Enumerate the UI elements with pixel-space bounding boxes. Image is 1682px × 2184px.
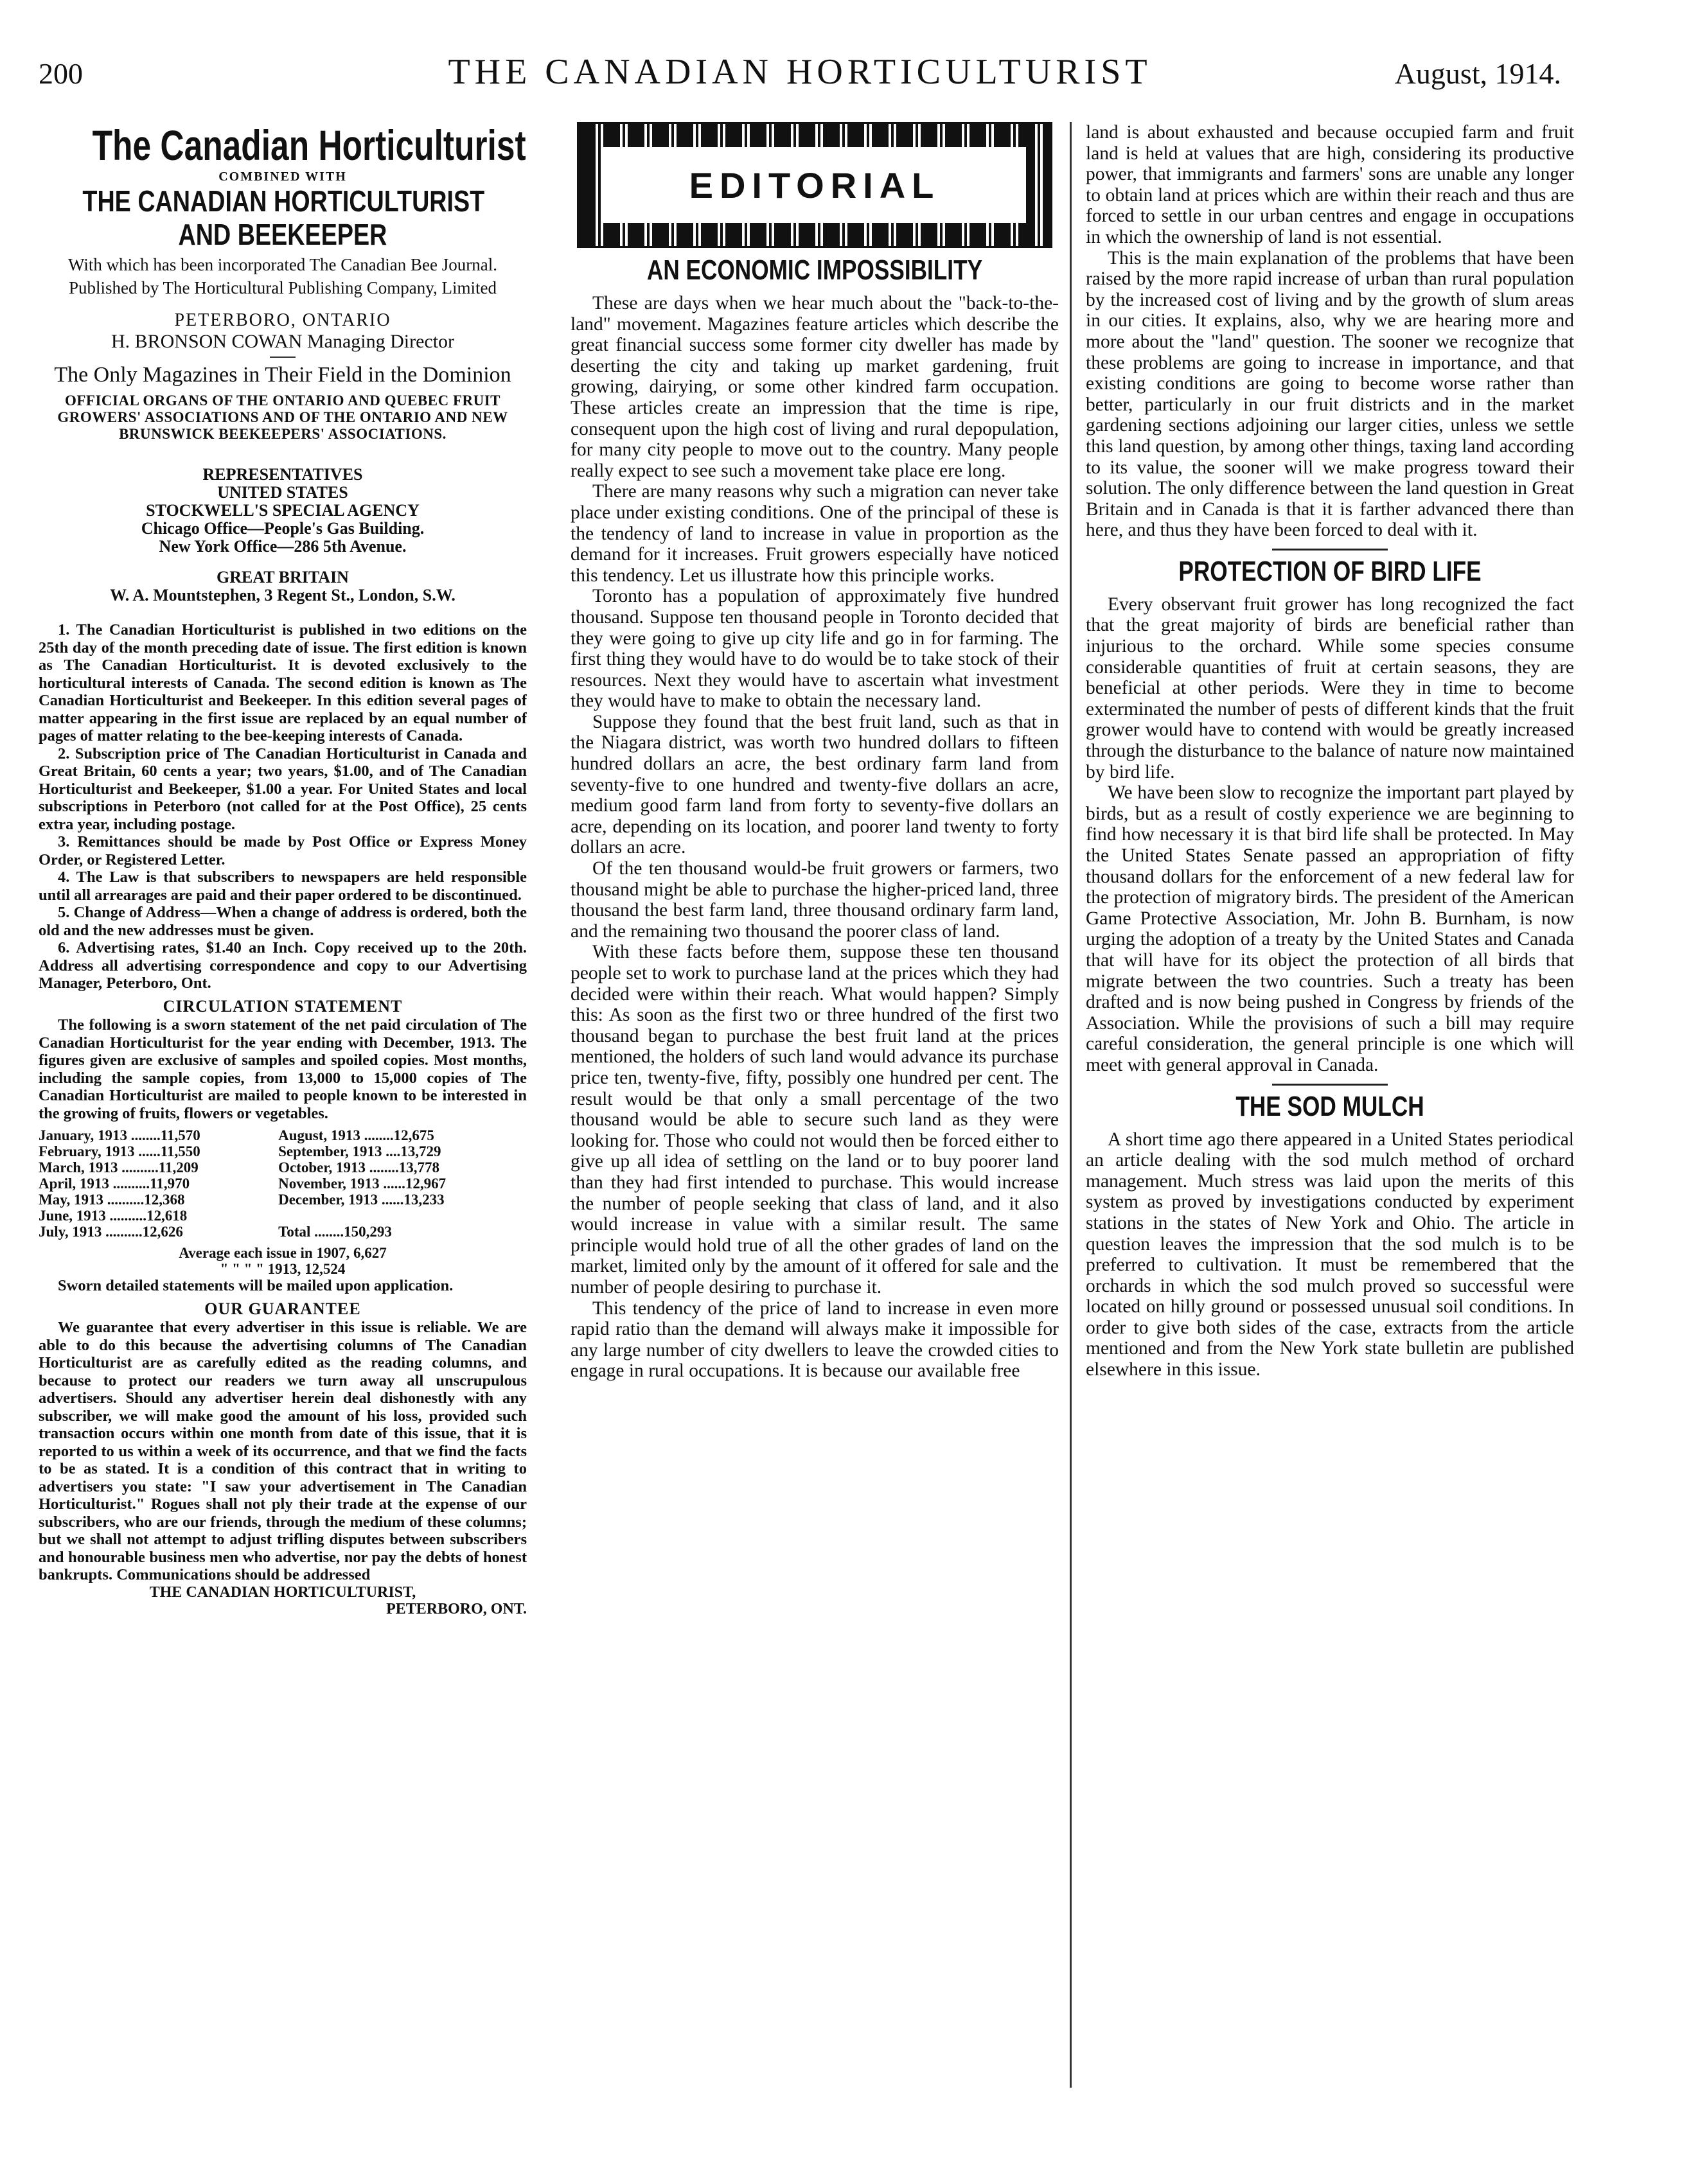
table-cell: October, 1913 ........13,778 [278,1159,439,1176]
circulation-heading: CIRCULATION STATEMENT [163,996,403,1016]
article-paragraph: There are many reasons why such a migration can never take place under existing conditions. One of the principal of these is the tendency of land to increase in value in proportion as the demand for it increases. Fruit growers especially have noticed this tendency. Let us illustrate how this principle works. [571,481,1059,586]
article-sod-mulch [1086,1091,1574,1380]
article-paragraph: land is about exhausted and because occupied farm and fruit land is held at values that are high, considering its productive power, that immigrants and farmers' sons are unable any longer to obtain land at prices which are within their reach and thus are forced to settle in our urban centres and engage in occupations in which the ownership of land is not essential. [1086,122,1574,247]
article-title: AN ECONOMIC IMPOSSIBILITY [646,254,983,286]
sworn-statement: Sworn detailed statements will be mailed upon application. [58,1277,454,1294]
notice-item: 4. The Law is that subscribers to newspapers are held responsible until all arrearages are paid and their paper ordered to be discontinued. [39,868,527,904]
divider [1272,549,1388,550]
editorial-banner-label: EDITORIAL [603,147,1026,223]
article-paragraph: Toronto has a population of approximately five hundred thousand. Suppose ten thousand people in Toronto decided that they were going to give up city life and go in for farming. The first thing they would have to do would be to take stock of their resources. Next they would have to ascertain what investment they would have to make to obtain the necessary land. [571,586,1059,712]
masthead-column [39,122,527,2081]
article-paragraph: A short time ago there appeared in a United States periodical an article dealing with the sod mulch method of orchard management. Much stress was laid upon the merits of this system as proved by investigations conducted by experiment stations in the states of New York and Ohio. The article in question leaves the impression that the sod mulch is to be preferred to cultivation. It must be remembered that the orchards in which the sod mulch proved so successful were located on hilly ground or possessed unusual soil conditions. In order to give both sides of the case, extracts from the article mentioned and from the New York state bulletin are published elsewhere in this issue. [1086,1129,1574,1380]
notice-item: 6. Advertising rates, $1.40 an Inch. Copy received up to the 20th. Address all advertising correspondence and copy to our Advertising Manager, Peterboro, Ont. [39,939,527,992]
article-economic-impossibility [571,254,1059,1382]
table-row [39,1176,527,1192]
right-column [1086,122,1574,2152]
table-cell: Total ........150,293 [278,1224,392,1240]
official-organs: OFFICIAL ORGANS OF THE ONTARIO AND QUEBEC FRUIT GROWERS' ASSOCIATIONS AND OF THE ONTARIO AND NEW BRUNSWICK BEEKEEPERS' ASSOCIATIONS. [57,392,508,442]
article-title: PROTECTION OF BIRD LIFE [1178,555,1482,587]
table-row [39,1159,527,1176]
editorial-column [571,122,1059,2152]
notice-item: 1. The Canadian Horticulturist is published in two editions on the 25th day of the month preceding date of issue. The first edition is known as The Canadian Horticulturist. It is devoted exclusively to the horticultural interests of Canada. The second edition is known as The Canadian Horticulturist and Beekeeper. In this edition several pages of matter appearing in the first issue are replaced by an equal number of pages of matter relating to the bee-keeping interests of Canada. [39,621,527,744]
incorporated-note: With which has been incorporated The Canadian Bee Journal. [68,255,497,274]
notice-item: 2. Subscription price of The Canadian Horticulturist in Canada and Great Britain, 60 cents a year; two years, $1.00, and of The Canadian Horticulturist and Beekeeper, $1.00 a year. For United States and local subscriptions in Peterboro (not called for at the Post Office), 25 cents extra year, including postage. [39,744,527,833]
article-paragraph: We have been slow to recognize the important part played by birds, but as a result of costly experience we are beginning to find how necessary it is that bird life shall be protected. In May the United States Senate passed an appropriation of fifty thousand dollars for the enforcement of a new federal law for the protection of migratory birds. The president of the American Game Protective Association, Mr. John B. Burnham, is now urging the adoption of a treaty by the United States and Canada that will have for its object the protection of all birds that migrate between the two countries. Such a treaty has been drafted and is now being pushed in Congress by friends of the Association. While the provisions of such a bill may require careful consideration, the general principle is one which will meet with general approval in Canada. [1086,782,1574,1075]
page-header [39,51,1561,103]
table-cell: July, 1913 ..........12,626 [39,1224,183,1240]
circulation-intro: The following is a sworn statement of the net paid circulation of The Canadian Horticulturist for the year ending with December, 1913. The figures given are exclusive of samples and spoiled copies. Most months, including the sample copies, from 13,000 to 15,000 copies of The Canadian Horticulturist are mailed to people known to be interested in the growing of fruits, flowers or vegetables. [39,1016,527,1122]
table-cell [278,1208,527,1224]
article-paragraph: Suppose they found that the best fruit land, such as that in the Niagara district, was worth two hundred dollars to fifteen hundred dollars an acre, the best ordinary farm land from seventy-five to one hundred and twenty-five dollars an acre, medium good farm land from forty to seventy-five dollars an acre, depending on its location, and poorer land twenty to forty dollars an acre. [571,711,1059,858]
article-economic-continued [1086,122,1574,541]
guarantee-heading: OUR GUARANTEE [204,1299,361,1318]
circulation-table [39,1127,527,1240]
article-paragraph: These are days when we hear much about the "back-to-the-land" movement. Magazines feature articles which describe the great financial success some former city dweller has made by deserting the city and taking up market gardening, fruit growing, dairying, or some other kindred farm occupation. These articles create an impression that the time is ripe, consequent upon the high cost of living and rural depopulation, for many city people to move out to the country. Many people really expect to see such a movement take place ere long. [571,293,1059,481]
average-line-1: Average each issue in 1907, 6,627 [179,1245,387,1261]
guarantee-text: We guarantee that every advertiser in this issue is reliable. We are able to do this because the advertising columns of The Canadian Horticulturist are as carefully edited as the reading columns, and because to protect our readers we turn away all unscrupulous advertisers. Should any advertiser herein deal dishonestly with any subscriber, we will make good the amount of his loss, provided such transaction occurs within one month from date of this issue, that it is reported to us within a week of its occurrence, and that we find the facts to be as stated. It is a condition of this contract that in writing to advertisers you state: "I saw your advertisement in The Canadian Horticulturist." Rogues shall not ply their trade at the expense of our subscribers, who are our friends, through the medium of these columns; but we shall not attempt to adjust trifling disputes between subscribers and honourable business men who advertise, nor pay the debts of honest bankrupts. Communications should be addressed [39,1319,527,1583]
article-paragraph: Of the ten thousand would-be fruit growers or farmers, two thousand might be able to purchase the higher-priced land, three thousand the best farm land, three thousand ordinary farm land, and the remaining two thousand the poorer class of land. [571,858,1059,942]
article-paragraph: This is the main explanation of the problems that have been raised by the more rapid increase of urban than rural population by the increased cost of living and by the growth of slum areas in our cities. It explains, also, why we are hearing more and more about the "land" question. The sooner we recognize that these problems are going to increase in importance, and that existing conditions are going to become worse rather than better, particularly in our fruit districts and in the market gardening sections adjoining our larger cities, unless we settle this land question, by among other things, taxing land according to its value, the sooner will we make progress toward their solution. The only difference between the land question in Great Britain and in Canada is that it is farther advanced there than here, and thus they have been forced to deal with it. [1086,247,1574,541]
table-row [39,1143,527,1159]
article-title: THE SOD MULCH [1235,1090,1424,1122]
mailing-address [39,1584,527,1617]
managing-director: H. BRONSON COWAN Managing Director [111,331,455,352]
chicago-office: Chicago Office—People's Gas Building. [141,519,425,538]
table-row [39,1208,527,1224]
gb-heading: GREAT BRITAIN [217,568,349,586]
page-number: 200 [39,57,83,90]
address-line-1: THE CANADIAN HORTICULTURIST, [149,1583,416,1601]
table-cell: May, 1913 ..........12,368 [39,1192,185,1208]
address-line-2: PETERBORO, ONT. [386,1600,527,1617]
article-paragraph: This tendency of the price of land to increase in even more rapid ratio than the demand will always make it impossible for any large number of city dwellers to leave the crowded cities to engage in rural occupations. It is because our available free [571,1298,1059,1382]
article-paragraph: Every observant fruit grower has long recognized the fact that the great majority of birds are beneficial rather than injurious to the orchard. While some species consume considerable quantities of fruit at certain seasons, they are beneficial at other periods. Were they in time to become exterminated the number of pests of different kinds that the fruit grower would have to contend with would be greatly increased through the disturbance to the balance of nature now maintained by bird life. [1086,594,1574,782]
publication-place: PETERBORO, ONTARIO [174,310,391,330]
us-agency: STOCKWELL'S SPECIAL AGENCY [146,501,420,520]
table-cell: June, 1913 ..........12,618 [39,1208,188,1224]
column-rule [1070,122,1072,2088]
table-cell: March, 1913 ..........11,209 [39,1159,199,1176]
representatives-heading: REPRESENTATIVES [202,465,363,484]
article-paragraph: With these facts before them, suppose these ten thousand people set to work to purchase land at the prices which they had decided were within their reach. What would happen? Simply this: As soon as the first two or three hundred of the first two thousand began to purchase the best fruit land at the prices mentioned, the holders of such land would advance its purchase price ten, twenty-five, fifty, possibly one hundred per cent. The result would be that only a small percentage of the two thousand would be able to secure such land as they were looking for. Those who could not would then be forced either to give up all idea of settling on the land or to buy poorer land than they had first intended to purchase. This would increase the number of people seeking that class of land, and it also would increase in value with a similar result. The same principle would hold true of all the other grades of land on the market, limited only by the amount of it offered for sale and the number of people desiring to purchase it. [571,942,1059,1298]
divider [270,357,296,358]
table-cell: April, 1913 ..........11,970 [39,1176,190,1192]
masthead-subtitle-2: AND BEEKEEPER [178,218,387,251]
article-bird-life [1086,556,1574,1076]
only-magazines: The Only Magazines in Their Field in the Dominion [54,363,511,387]
masthead [39,122,527,443]
table-row [39,1127,527,1143]
table-cell: November, 1913 ......12,967 [278,1176,447,1192]
representatives [39,466,527,604]
table-cell: August, 1913 ........12,675 [278,1127,434,1143]
table-cell: December, 1913 ......13,233 [278,1192,445,1208]
publisher-note: Published by The Horticultural Publishing Company, Limited [69,278,497,297]
notice-item: 5. Change of Address—When a change of address is ordered, both the old and the new addresses must be given. [39,904,527,939]
divider [1272,1084,1388,1086]
average-line-2: " " " " 1913, 12,524 [220,1261,346,1277]
masthead-subtitle-1: THE CANADIAN HORTICULTURIST [82,184,485,218]
table-cell: January, 1913 ........11,570 [39,1127,200,1143]
table-row [39,1192,527,1208]
table-row [39,1224,527,1240]
gb-agent: W. A. Mountstephen, 3 Regent St., London, S.W. [110,586,456,604]
combined-with: COMBINED WITH [218,170,347,184]
notice-item: 3. Remittances should be made by Post Office or Express Money Order, or Registered Letter. [39,833,527,868]
new-york-office: New York Office—286 5th Avenue. [159,537,407,556]
publisher-notices [39,621,527,1617]
table-cell: September, 1913 ....13,729 [278,1143,441,1159]
table-cell: February, 1913 ......11,550 [39,1143,200,1159]
issue-date: August, 1914. [1394,57,1561,90]
masthead-title: The Canadian Horticulturist [92,122,526,169]
us-heading: UNITED STATES [217,483,348,502]
editorial-banner [577,122,1052,248]
running-title: THE CANADIAN HORTICULTURIST [448,52,1152,92]
